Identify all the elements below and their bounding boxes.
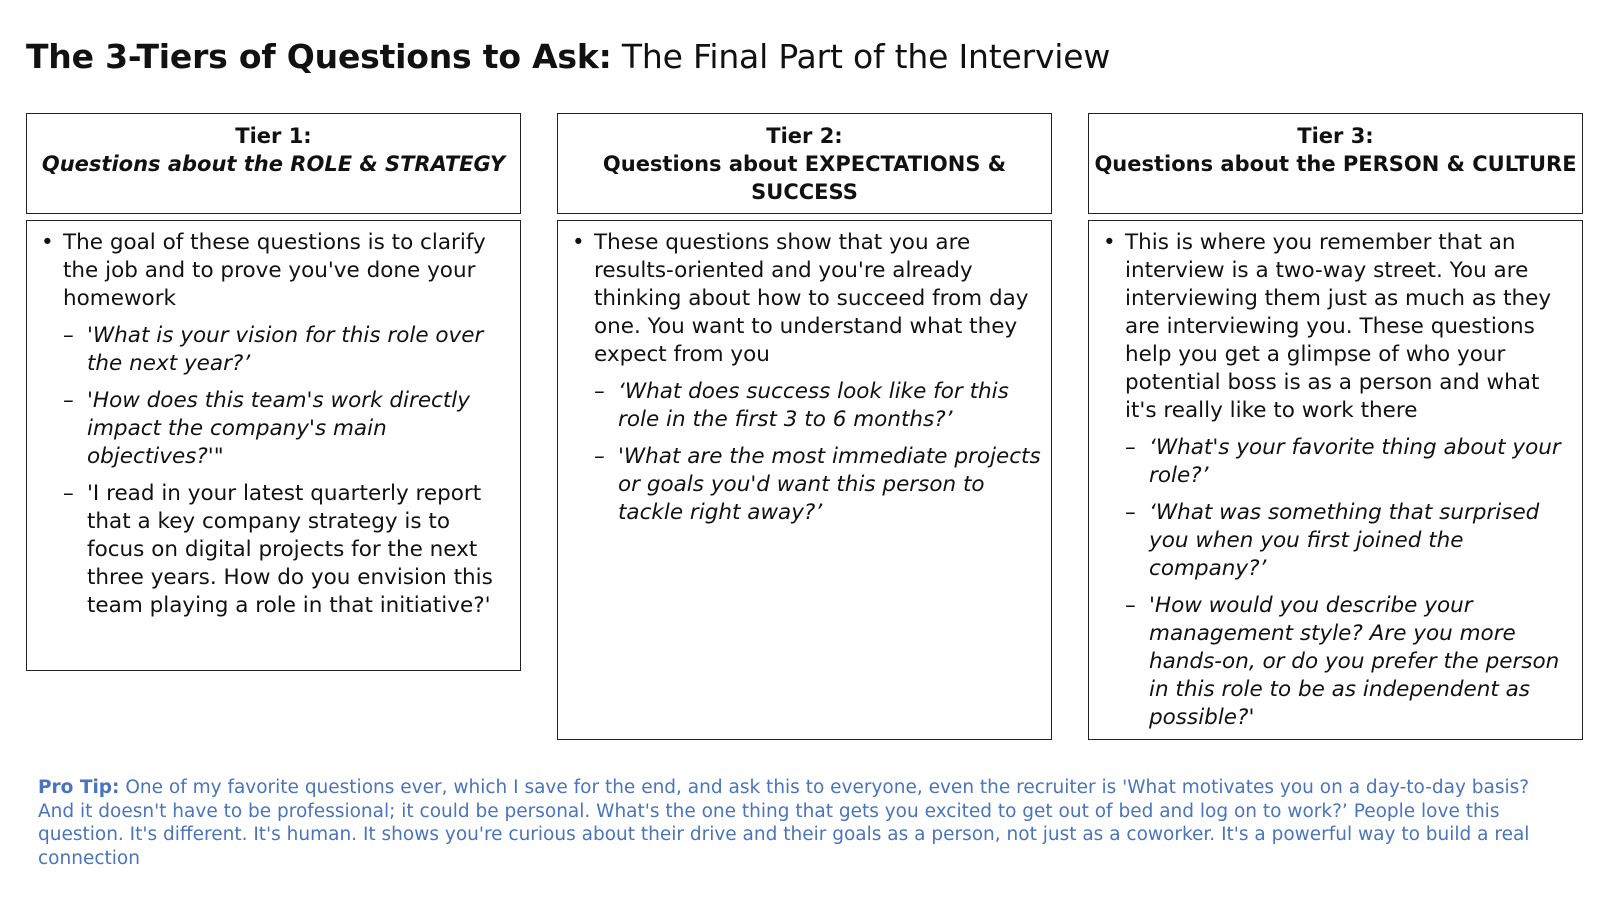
tier-2-column [557, 113, 1052, 740]
tier-3-question: – ‘What's your favorite thing about your role?’ [1101, 434, 1572, 490]
tier-3-question: – 'How would you describe your management style? Are you more hands-on, or do you prefer the person in this role to be as independent as possible?' [1101, 592, 1572, 732]
tier-1-column [26, 113, 521, 671]
tier-2-question: – 'What are the most immediate projects or goals you'd want this person to tackle right away?’ [570, 443, 1041, 527]
page-title-bold: The 3-Tiers of Questions to Ask: [26, 37, 612, 76]
tier-2-header [557, 113, 1052, 214]
pro-tip-text: One of my favorite questions ever, which I save for the end, and ask this to everyone, even the recruiter is 'What motivates you on a day-to-day basis? And it doesn't have to be professional; it could be personal. What's the one thing that gets you excited to get out of bed and log on to work?’ People love this question. It's different. It's human. It shows you're curious about their drive and their goals as a person, not just as a coworker. It's a powerful way to build a real connection [38, 777, 1530, 869]
tier-3-heading: Tier 3: [1297, 124, 1374, 148]
pro-tip [38, 776, 1563, 870]
tier-1-heading: Tier 1: [235, 124, 312, 148]
tier-1-header [26, 113, 521, 214]
tier-1-question: – 'I read in your latest quarterly report that a key company strategy is to focus on digital projects for the next three years. How do you envision this team playing a role in that initiative?' [39, 480, 510, 620]
tier-3-header [1088, 113, 1583, 214]
tier-1-subheading: Questions about the ROLE & STRATEGY [41, 152, 506, 176]
tier-1-question: – 'What is your vision for this role over the next year?’ [39, 322, 510, 378]
tier-2-question: – ‘What does success look like for this role in the first 3 to 6 months?’ [570, 378, 1041, 434]
page-title [26, 36, 1110, 78]
tier-2-question-list [570, 378, 1041, 527]
tier-3-question-list [1101, 434, 1572, 732]
pro-tip-label: Pro Tip: [38, 777, 120, 798]
tier-1-body [26, 220, 521, 671]
tier-3-body [1088, 220, 1583, 740]
tier-1-question: – 'How does this team's work directly impact the company's main objectives?'" [39, 387, 510, 471]
page-title-subtitle: The Final Part of the Interview [621, 37, 1111, 76]
tier-2-intro: • These questions show that you are results-oriented and you're already thinking about how to succeed from day one. You want to understand what they expect from you [570, 229, 1041, 369]
tier-1-question-list [39, 322, 510, 620]
tier-3-column [1088, 113, 1583, 740]
tier-3-subheading: Questions about the PERSON & CULTURE [1094, 152, 1577, 176]
tier-3-intro: • This is where you remember that an interview is a two-way street. You are interviewing them just as much as they are interviewing you. These questions help you get a glimpse of who your potential boss is as a person and what it's really like to work there [1101, 229, 1572, 425]
tier-3-question: – ‘What was something that surprised you when you first joined the company?’ [1101, 499, 1572, 583]
tier-2-body [557, 220, 1052, 740]
tier-2-subheading: Questions about EXPECTATIONS & SUCCESS [602, 152, 1007, 204]
tier-2-heading: Tier 2: [766, 124, 843, 148]
tier-1-intro: • The goal of these questions is to clarify the job and to prove you've done your homework [39, 229, 510, 313]
